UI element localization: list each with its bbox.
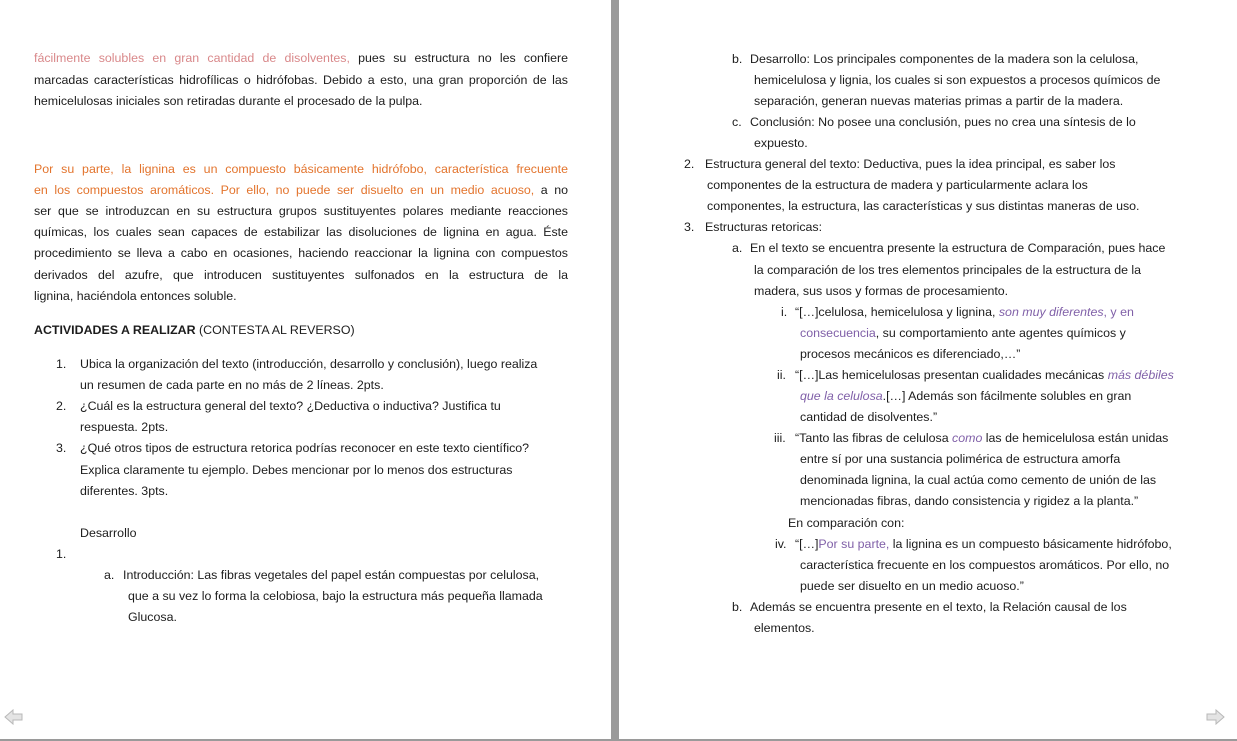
paragraph-line: fácilmente solubles en gran cantidad de disolventes, pues su estructura no les confiere (34, 51, 569, 65)
answer-line: Introducción: Las fibras vegetales del papel están compuestas por celulosa, (123, 568, 540, 582)
arrow-right-icon[interactable] (1205, 709, 1225, 725)
roman-number: iii. (774, 431, 786, 445)
quote-line: “[…]Las hemicelulosas presentan cualidades mecánicas más débiles (795, 368, 1174, 382)
quote-line: puede ser disuelto en un medio acuoso.” (800, 579, 1024, 593)
quote-line: “[…]celulosa, hemicelulosa y lignina, son muy diferentes, y en (795, 305, 1134, 319)
answer-line: que a su vez lo forma la celobiosa, bajo la estructura más pequeña llamada (128, 589, 543, 603)
paragraph-line: Por su parte, la lignina es un compuesto básicamente hidrófobo, característica frecuente (34, 162, 568, 176)
roman-number: iv. (775, 537, 787, 551)
quote-line: entre sí por una sustancia polimérica de estructura amorfa (800, 452, 1121, 466)
question-number: 1. (56, 357, 67, 371)
quote-line: procesos mecánicos es diferenciado,…” (800, 347, 1021, 361)
answer-line: Conclusión: No posee una conclusión, pues no crea una síntesis de lo (750, 115, 1136, 129)
quote-line: “Tanto las fibras de celulosa como las de hemicelulosa están unidas (795, 431, 1169, 445)
quote-line: que la celulosa.[…] Además son fácilmente solubles en gran (800, 389, 1132, 403)
question-line: diferentes. 3pts. (80, 484, 169, 498)
answer-line: Estructuras retoricas: (705, 220, 823, 234)
list-letter: a. (104, 568, 115, 582)
quote-line: denominada lignina, la cual actúa como cemento de unión de las (800, 473, 1157, 487)
quote-line: mencionadas fibras, dando consistencia y rigidez a la planta.” (800, 494, 1139, 508)
arrow-left-icon[interactable] (4, 709, 24, 725)
answer-line: Además se encuentra presente en el texto, la Relación causal de los (750, 600, 1127, 614)
question-number: 3. (56, 441, 67, 455)
answer-line: madera, sus usos y formas de procesamiento. (754, 284, 1009, 298)
paragraph-line: marcadas características hidrofílicas o hidrófobas. Debido a esto, una gran proporción de las (34, 73, 568, 87)
answer-number: 2. (684, 157, 695, 171)
list-letter: b. (732, 600, 743, 614)
question-line: un resumen de cada parte en no más de 2 líneas. 2pts. (80, 378, 384, 392)
paragraph-line: derivados del azufre, que introducen sustituyentes sulfonados en la estructura de la (34, 268, 568, 282)
answer-line: componentes, la estructura, las características y sus distintas maneras de uso. (707, 199, 1140, 213)
quote-line: “[…]Por su parte, la lignina es un compuesto básicamente hidrófobo, (795, 537, 1172, 551)
roman-number: i. (781, 305, 788, 319)
answer-line: elementos. (754, 621, 815, 635)
answer-line: Desarrollo: Los principales componentes de la madera son la celulosa, (750, 52, 1139, 66)
activities-heading: ACTIVIDADES A REALIZAR (CONTESTA AL REVERSO) (34, 323, 355, 337)
desarrollo-label: Desarrollo (80, 526, 137, 540)
paragraph-line: procedimiento se lleva a cabo en ocasiones, haciendo reaccionar la lignina con compuestos (34, 246, 568, 260)
answer-line: En el texto se encuentra presente la estructura de Comparación, pues hace (750, 241, 1166, 255)
quote-line: consecuencia, su comportamiento ante agentes químicos y (800, 326, 1126, 340)
question-line: ¿Cuál es la estructura general del texto? ¿Deductiva o inductiva? Justifica tu (80, 399, 501, 413)
answer-line: Glucosa. (128, 610, 177, 624)
list-letter: c. (732, 115, 742, 129)
answer-line: hemicelulosa y lignia, los cuales si son expuestos a procesos químicos de (754, 73, 1161, 87)
roman-number: ii. (777, 368, 786, 382)
quote-line: cantidad de disolventes.” (800, 410, 938, 424)
question-line: respuesta. 2pts. (80, 420, 169, 434)
answer-line: Estructura general del texto: Deductiva, pues la idea principal, es saber los (705, 157, 1116, 171)
paragraph-line: ser que se introduzcan en su estructura grupos sustituyentes polares mediante reacciones (34, 204, 568, 218)
list-letter: b. (732, 52, 743, 66)
answer-number: 1. (56, 547, 67, 561)
comparison-label: En comparación con: (788, 516, 905, 530)
answer-line: componentes de la estructura de madera y particularmente aclara los (707, 178, 1088, 192)
paragraph-line: en los compuestos aromáticos. Por ello, no puede ser disuelto en un medio acuoso, a no (34, 183, 569, 197)
answer-line: la comparación de los tres elementos principales de la estructura de la (754, 263, 1142, 277)
question-line: Ubica la organización del texto (introducción, desarrollo y conclusión), luego realiza (80, 357, 538, 371)
question-line: ¿Qué otros tipos de estructura retorica podrías reconocer en este texto científico? (80, 441, 530, 455)
question-line: Explica claramente tu ejemplo. Debes mencionar por lo menos dos estructuras (80, 463, 513, 477)
answer-line: expuesto. (754, 136, 808, 150)
question-number: 2. (56, 399, 67, 413)
list-letter: a. (732, 241, 743, 255)
left-page (0, 0, 611, 739)
answer-line: separación, generan nuevas materias primas a partir de la madera. (754, 94, 1124, 108)
paragraph-line: lignina, haciéndola entonces soluble. (34, 289, 237, 303)
answer-number: 3. (684, 220, 695, 234)
right-page (619, 0, 1237, 739)
paragraph-line: hemicelulosas iniciales son retiradas durante el procesado de la pulpa. (34, 94, 423, 108)
quote-line: característica frecuente en los compuestos aromáticos. Por ello, no (800, 558, 1170, 572)
paragraph-line: químicas, los cuales sean capaces de estabilizar las disoluciones de lignina en agua. Éste (34, 225, 568, 239)
